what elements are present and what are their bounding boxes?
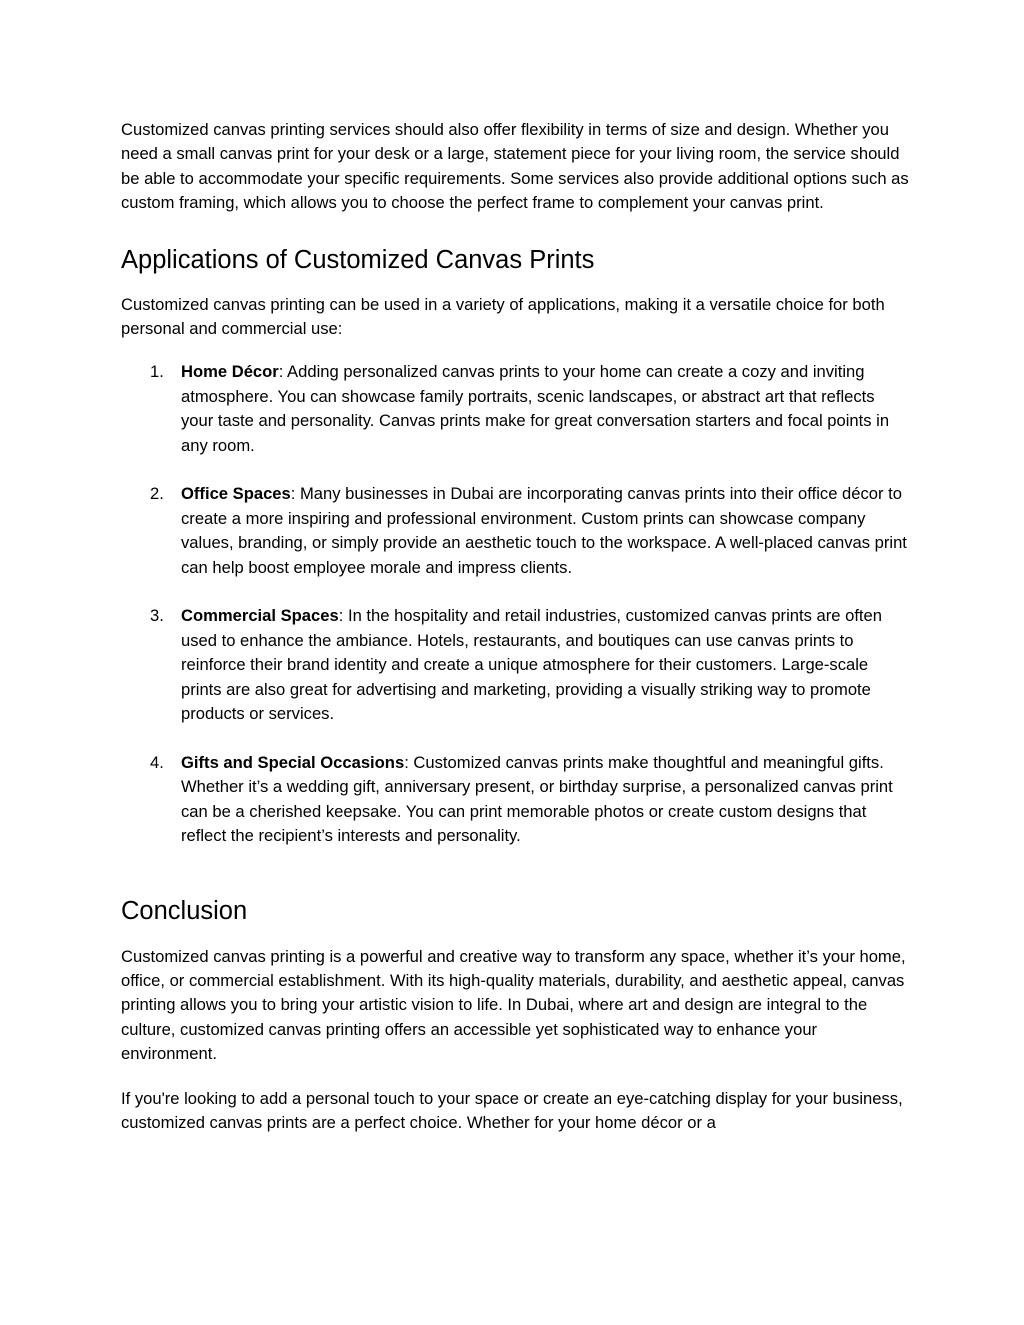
list-item-number: 1.: [150, 362, 164, 382]
list-item-text: : In the hospitality and retail industries, customized canvas prints are often used to enhance the ambiance. Hotels, restaurants, and boutiques can use canvas prints to reinforce their brand identity and create a unique atmosphere for their customers. Large-scale prints are also great for advertising and marketing, providing a visually striking way to promote products or services.: [181, 606, 883, 724]
list-item-title: Office Spaces: [181, 484, 291, 504]
conclusion-paragraph-1: Customized canvas printing is a powerful and creative way to transform any space, whether it’s your home, office, or commercial establishment. With its high-quality materials, durability, and aesthetic appeal, canvas printing allows you to bring your artistic vision to life. In Dubai, where art and design are integral to the culture, customized canvas printing offers an accessible yet sophisticated way to enhance your environment.: [121, 946, 906, 1064]
list-item-title: Commercial Spaces: [181, 606, 339, 626]
conclusion-paragraph-2: If you're looking to add a personal touch to your space or create an eye-catching display for your business, customized canvas prints are a perfect choice. Whether for your home décor or a: [121, 1088, 903, 1132]
applications-list: [121, 360, 911, 848]
list-item-number: 2.: [150, 484, 164, 504]
conclusion-heading: Conclusion: [121, 896, 248, 925]
list-item-commercial-spaces: [121, 604, 911, 726]
applications-heading: Applications of Customized Canvas Prints: [121, 245, 595, 274]
list-item-title: Home Décor: [181, 362, 279, 382]
document-page: [121, 118, 911, 1135]
list-item-home-decor: [121, 360, 911, 458]
list-item-text: : Customized canvas prints make thoughtful and meaningful gifts. Whether it’s a wedding gift, anniversary present, or birthday surprise, a personalized canvas print can be a cherished keepsake. You can print memorable photos or create custom designs that reflect the recipient’s interests and personality.: [181, 752, 893, 846]
list-item-text: : Adding personalized canvas prints to your home can create a cozy and inviting atmosphere. You can showcase family portraits, scenic landscapes, or abstract art that reflects your taste and personality. Canvas prints make for great conversation starters and focal points in any room.: [181, 362, 890, 455]
list-item-number: 4.: [150, 752, 164, 772]
list-item-gifts: [121, 751, 911, 849]
list-item-number: 3.: [150, 606, 164, 626]
list-item-title: Gifts and Special Occasions: [181, 752, 405, 772]
list-item-text: : Many businesses in Dubai are incorporating canvas prints into their office décor to create a more inspiring and professional environment. Custom prints can showcase company values, branding, or simply provide an aesthetic touch to the workspace. A well-placed canvas print can help boost employee morale and impress clients.: [181, 484, 907, 577]
intro-paragraph: Customized canvas printing services should also offer flexibility in terms of size and design. Whether you need a small canvas print for your desk or a large, statement piece for your living room, the service should be able to accommodate your specific requirements. Some services also provide additional options such as custom framing, which allows you to choose the perfect frame to complement your canvas print.: [121, 120, 909, 213]
list-item-office-spaces: [121, 482, 911, 580]
applications-intro-paragraph: Customized canvas printing can be used in a variety of applications, making it a versatile choice for both personal and commercial use:: [121, 294, 885, 339]
